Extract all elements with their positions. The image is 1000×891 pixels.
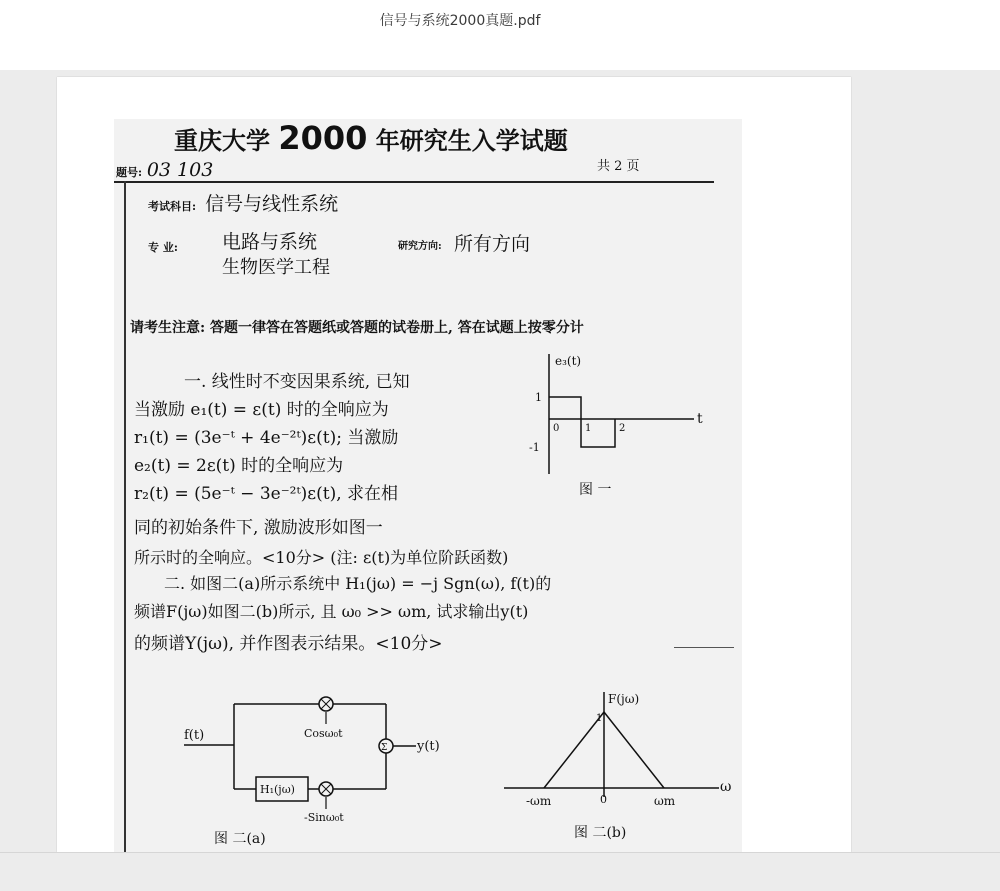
fig1-tick-y-neg: -1 xyxy=(529,441,540,454)
viewer-header xyxy=(0,0,1000,70)
subject-value: 信号与线性系统 xyxy=(205,193,339,215)
fig1-tick-1: 1 xyxy=(585,423,592,434)
code-value: 03 103 xyxy=(146,159,214,181)
fig1-tick-2: 2 xyxy=(619,423,626,434)
exam-notice: 请考生注意: 答题一律答在答题纸或答题的试卷册上, 答在试题上按零分计 xyxy=(130,320,584,336)
q1-line: 所示时的全响应。<10分> (注: ε(t)为单位阶跃函数) xyxy=(134,548,509,567)
heading-rest: 年研究生入学试题 xyxy=(375,126,568,155)
q2-line: 频谱F(jω)如图二(b)所示, 且 ω₀ >> ωm, 试求输出y(t) xyxy=(134,602,529,621)
q1-line: r₁(t) = (3e⁻ᵗ + 4e⁻²ᵗ)ε(t); 当激励 xyxy=(134,428,399,448)
fig2a-sum-label: Σ xyxy=(381,743,388,753)
fig2b-axis: ω xyxy=(720,779,732,795)
exam-heading xyxy=(174,119,568,157)
figure-2b-spectrum xyxy=(504,687,734,847)
document-title: 信号与系统2000真题.pdf xyxy=(379,13,541,29)
viewer-footer xyxy=(0,852,1000,891)
fig2a-cos: Cosω₀t xyxy=(304,727,343,740)
pdf-page xyxy=(57,77,851,852)
fig2a-input: f(t) xyxy=(184,728,205,743)
fig2b-peak: 1 xyxy=(596,713,603,724)
exam-code xyxy=(116,159,213,181)
subject-label: 考试科目: xyxy=(148,200,197,213)
left-margin-rule xyxy=(124,181,126,852)
fig1-xlabel: t xyxy=(697,411,703,427)
major-label: 专 业: xyxy=(148,241,178,254)
q2-line: 二. 如图二(a)所示系统中 H₁(jω) = −j Sgn(ω), f(t)的 xyxy=(164,574,552,593)
fig2a-output: y(t) xyxy=(417,739,440,754)
fig1-pulse-positive xyxy=(549,397,581,419)
page-count: 共 2 页 xyxy=(597,159,640,174)
fig1-tick-y-pos: 1 xyxy=(535,391,542,404)
fig2b-caption: 图 二(b) xyxy=(574,825,627,841)
fig2a-caption: 图 二(a) xyxy=(214,831,266,847)
heading-year: 2000 xyxy=(278,119,368,157)
dash-mark xyxy=(674,647,734,648)
fig2a-sin: -Sinω₀t xyxy=(304,811,344,824)
scanned-exam-image xyxy=(114,119,742,852)
figure-1-waveform xyxy=(529,349,709,499)
q1-line: 一. 线性时不变因果系统, 已知 xyxy=(184,372,410,392)
fig2b-origin: 0 xyxy=(600,793,607,806)
q1-line: r₂(t) = (5e⁻ᵗ − 3e⁻²ᵗ)ε(t), 求在相 xyxy=(134,484,399,504)
figure-2a-block-diagram xyxy=(174,679,464,849)
major-line2: 生物医学工程 xyxy=(222,257,330,278)
header-rule xyxy=(114,181,714,183)
fig2b-pos-wm: ωm xyxy=(654,794,676,808)
code-label: 题号: xyxy=(116,166,143,179)
fig1-tick-0: 0 xyxy=(553,423,560,434)
direction-label: 研究方向: xyxy=(398,241,442,252)
fig1-ylabel: e₃(t) xyxy=(555,354,582,368)
pdf-viewport[interactable] xyxy=(0,70,1000,852)
fig2b-neg-wm: -ωm xyxy=(526,794,552,808)
heading-school: 重庆大学 xyxy=(174,126,270,155)
fig2a-h1-label: H₁(jω) xyxy=(260,783,295,796)
q1-line: 当激励 e₁(t) = ε(t) 时的全响应为 xyxy=(134,400,389,420)
fig2b-ylabel: F(jω) xyxy=(608,692,640,706)
major-line1: 电路与系统 xyxy=(222,231,318,253)
q2-line: 的频谱Y(jω), 并作图表示结果。<10分> xyxy=(134,634,443,654)
q1-line: 同的初始条件下, 激励波形如图一 xyxy=(134,518,383,538)
subject-row xyxy=(148,189,338,216)
fig1-caption: 图 一 xyxy=(579,482,612,498)
q1-line: e₂(t) = 2ε(t) 时的全响应为 xyxy=(134,456,344,476)
direction-value: 所有方向 xyxy=(454,233,531,255)
